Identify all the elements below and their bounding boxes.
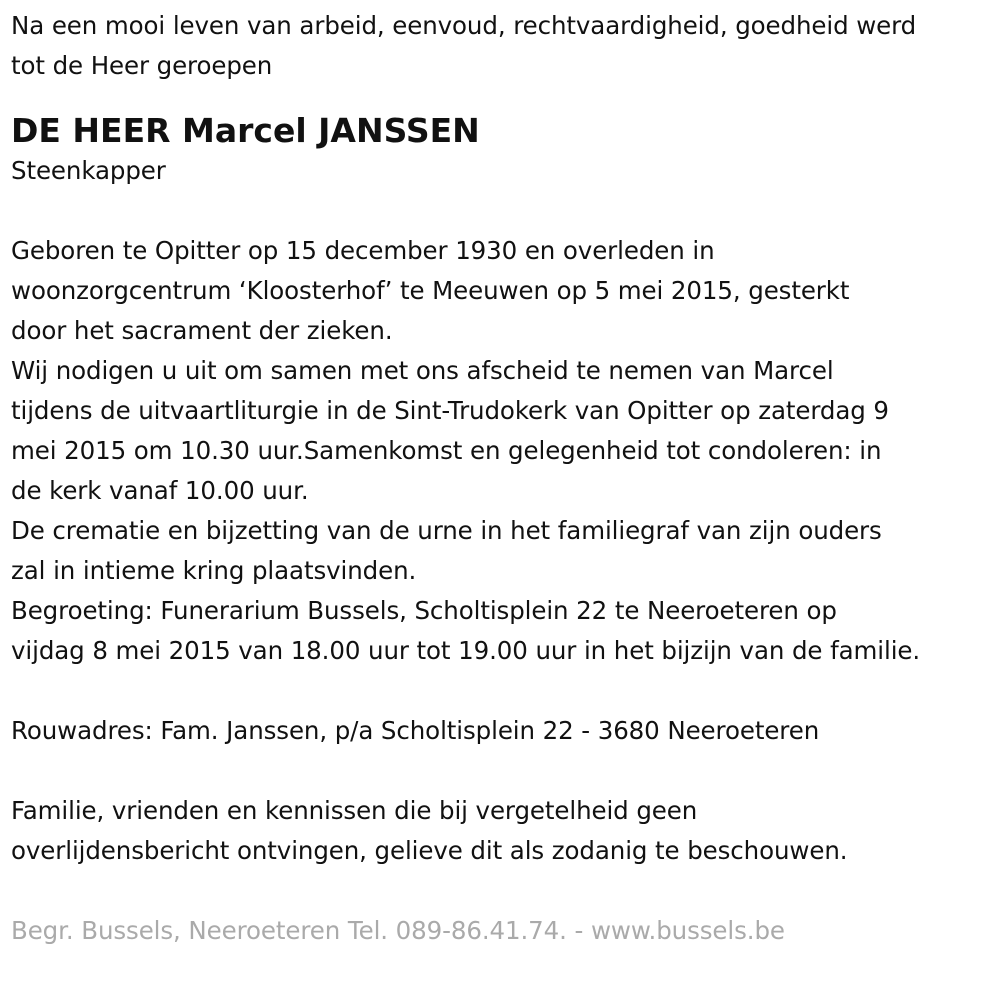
intro-text [11,6,995,86]
body-line: zal in intieme kring plaatsvinden. [11,556,417,585]
body-line: Begroeting: Funerarium Bussels, Scholtisplein 22 te Neeroeteren op [11,596,837,625]
body-line: Geboren te Opitter op 15 december 1930 en overleden in [11,236,715,265]
body-line: De crematie en bijzetting van de urne in het familiegraf van zijn ouders [11,516,882,545]
occupation: Steenkapper [11,156,166,185]
intro-line: Na een mooi leven van arbeid, eenvoud, rechtvaardigheid, goedheid werd [11,11,917,40]
obituary-body [11,231,995,671]
address-line: Rouwadres: Fam. Janssen, p/a Scholtisplein 22 - 3680 Neeroeteren [11,716,820,745]
closing-line: Familie, vrienden en kennissen die bij vergetelheid geen [11,796,698,825]
body-line: Wij nodigen u uit om samen met ons afscheid te nemen van Marcel [11,356,834,385]
intro-line: tot de Heer geroepen [11,51,273,80]
closing-note [11,791,995,871]
body-line: woonzorgcentrum ‘Kloosterhof’ te Meeuwen op 5 mei 2015, gesterkt [11,276,850,305]
body-line: vijdag 8 mei 2015 van 18.00 uur tot 19.00 uur in het bijzijn van de familie. [11,636,921,665]
body-line: door het sacrament der zieken. [11,316,393,345]
obituary-notice [11,0,995,951]
footer-line: Begr. Bussels, Neeroeteren Tel. 089-86.41.74. - www.bussels.be [11,916,785,945]
funeral-home-footer [11,911,995,951]
body-line: tijdens de uitvaartliturgie in de Sint-Trudokerk van Opitter op zaterdag 9 [11,396,889,425]
closing-line: overlijdensbericht ontvingen, gelieve dit als zodanig te beschouwen. [11,836,848,865]
mourning-address [11,711,995,751]
deceased-name: DE HEER Marcel JANSSEN [11,111,480,150]
body-line: mei 2015 om 10.30 uur.Samenkomst en gelegenheid tot condoleren: in [11,436,882,465]
body-line: de kerk vanaf 10.00 uur. [11,476,309,505]
